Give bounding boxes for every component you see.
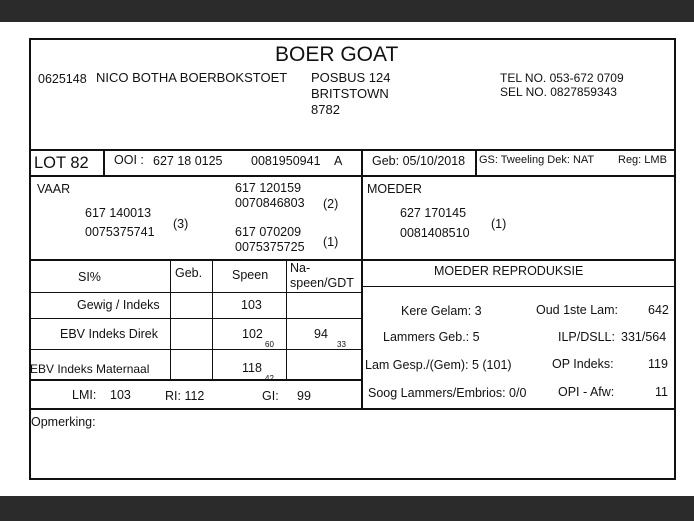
lot-divider-2 <box>361 149 363 177</box>
repro-ilp-label: ILP/DSLL: <box>558 330 615 344</box>
row2-speen: 102 <box>242 327 263 341</box>
row2-speen-sub: 60 <box>265 340 274 349</box>
repro-header-line <box>362 286 675 287</box>
repro-op-value: 119 <box>648 357 668 371</box>
row2-label: EBV Indeks Direk <box>60 327 158 341</box>
livestock-card <box>0 22 694 496</box>
lot-label: LOT 82 <box>34 154 89 172</box>
table-row2-line <box>29 349 362 350</box>
vaar-sire-number: 617 120159 <box>235 181 302 195</box>
lot-divider-3 <box>475 149 477 177</box>
col-si-header: SI% <box>78 270 101 284</box>
row3-speen-sub: 42 <box>265 374 274 383</box>
table-bottom-line <box>29 408 676 410</box>
table-row3-line <box>29 379 362 381</box>
breeder-code: 0625148 <box>38 72 87 86</box>
repro-soog: Soog Lammers/Embrios: 0/0 <box>368 386 527 400</box>
pedigree-divider <box>361 175 363 259</box>
table-col-naspeen-line <box>286 259 287 380</box>
vaar-dam-number: 617 070209 <box>235 225 302 239</box>
repro-kere-gelam: Kere Gelam: 3 <box>401 304 482 318</box>
repro-title: MOEDER REPRODUKSIE <box>434 264 584 278</box>
table-top-line <box>29 259 676 261</box>
table-col-speen-line <box>212 259 213 380</box>
breeder-name: NICO BOTHA BOERBOKSTOET <box>96 70 288 85</box>
remarks-label: Opmerking: <box>31 415 96 429</box>
ri-value: RI: 112 <box>165 389 205 403</box>
lmi-value: 103 <box>110 388 131 402</box>
reg-info: Reg: LMB <box>618 154 667 166</box>
col-geb-header: Geb. <box>175 266 203 280</box>
ooi-number: 627 18 0125 <box>153 154 223 168</box>
ooi-id: 0081950941 <box>251 154 321 168</box>
col-naspeen-header-2: speen/GDT <box>290 276 354 290</box>
repro-opi-label: OPI - Afw: <box>558 385 615 399</box>
border-bottom <box>29 478 676 480</box>
sel-number: SEL NO. 0827859343 <box>500 85 617 99</box>
vaar-count: (3) <box>173 217 189 231</box>
moeder-number: 627 170145 <box>400 206 467 220</box>
repro-oud-lam-label: Oud 1ste Lam: <box>536 303 618 317</box>
card-title: BOER GOAT <box>275 43 399 66</box>
address-line2: BRITSTOWN <box>311 86 389 101</box>
tel-number: TEL NO. 053-672 0709 <box>500 71 624 85</box>
lmi-label: LMI: <box>72 388 97 402</box>
col-naspeen-header-1: Na- <box>290 261 311 275</box>
row2-naspeen-sub: 33 <box>337 340 346 349</box>
row1-speen: 103 <box>241 298 262 312</box>
gi-label: GI: <box>262 389 279 403</box>
table-repro-divider <box>361 259 363 410</box>
table-header-line <box>29 292 362 293</box>
vaar-id: 0075375741 <box>85 225 155 239</box>
gi-value: 99 <box>297 389 311 403</box>
table-row1-line <box>29 318 362 319</box>
repro-ilp-value: 331/564 <box>621 330 667 344</box>
row3-speen: 118 <box>242 361 262 375</box>
border-top <box>29 38 676 40</box>
repro-oud-lam-value: 642 <box>648 303 669 317</box>
row1-label: Gewig / Indeks <box>77 298 160 312</box>
vaar-number: 617 140013 <box>85 206 152 220</box>
lot-row-bottom-line <box>29 175 676 177</box>
col-speen-header: Speen <box>232 268 269 282</box>
vaar-dam-count: (1) <box>323 235 339 249</box>
lot-row-top-line <box>29 149 676 151</box>
address-line1: POSBUS 124 <box>311 70 391 85</box>
moeder-count: (1) <box>491 217 507 231</box>
repro-lammers-geb: Lammers Geb.: 5 <box>383 330 480 344</box>
moeder-label: MOEDER <box>367 182 422 196</box>
repro-lam-gesp: Lam Gesp./(Gem): 5 (101) <box>365 358 512 372</box>
moeder-id: 0081408510 <box>400 226 470 240</box>
vaar-sire-id: 0070846803 <box>235 196 305 210</box>
row2-naspeen: 94 <box>314 327 328 341</box>
ooi-grade: A <box>334 154 343 168</box>
vaar-dam-id: 0075375725 <box>235 240 305 254</box>
address-line3: 8782 <box>311 102 340 117</box>
birth-date: Geb: 05/10/2018 <box>372 154 466 168</box>
vaar-label: VAAR <box>37 182 71 196</box>
ooi-label: OOI : <box>114 153 144 167</box>
lot-divider-1 <box>103 149 105 177</box>
vaar-sire-count: (2) <box>323 197 339 211</box>
row3-label: EBV Indeks Maternaal <box>30 362 150 376</box>
repro-op-label: OP Indeks: <box>552 357 614 371</box>
table-col-geb-line <box>170 259 171 380</box>
repro-opi-value: 11 <box>655 385 668 399</box>
gs-info: GS: Tweeling Dek: NAT <box>479 154 595 166</box>
